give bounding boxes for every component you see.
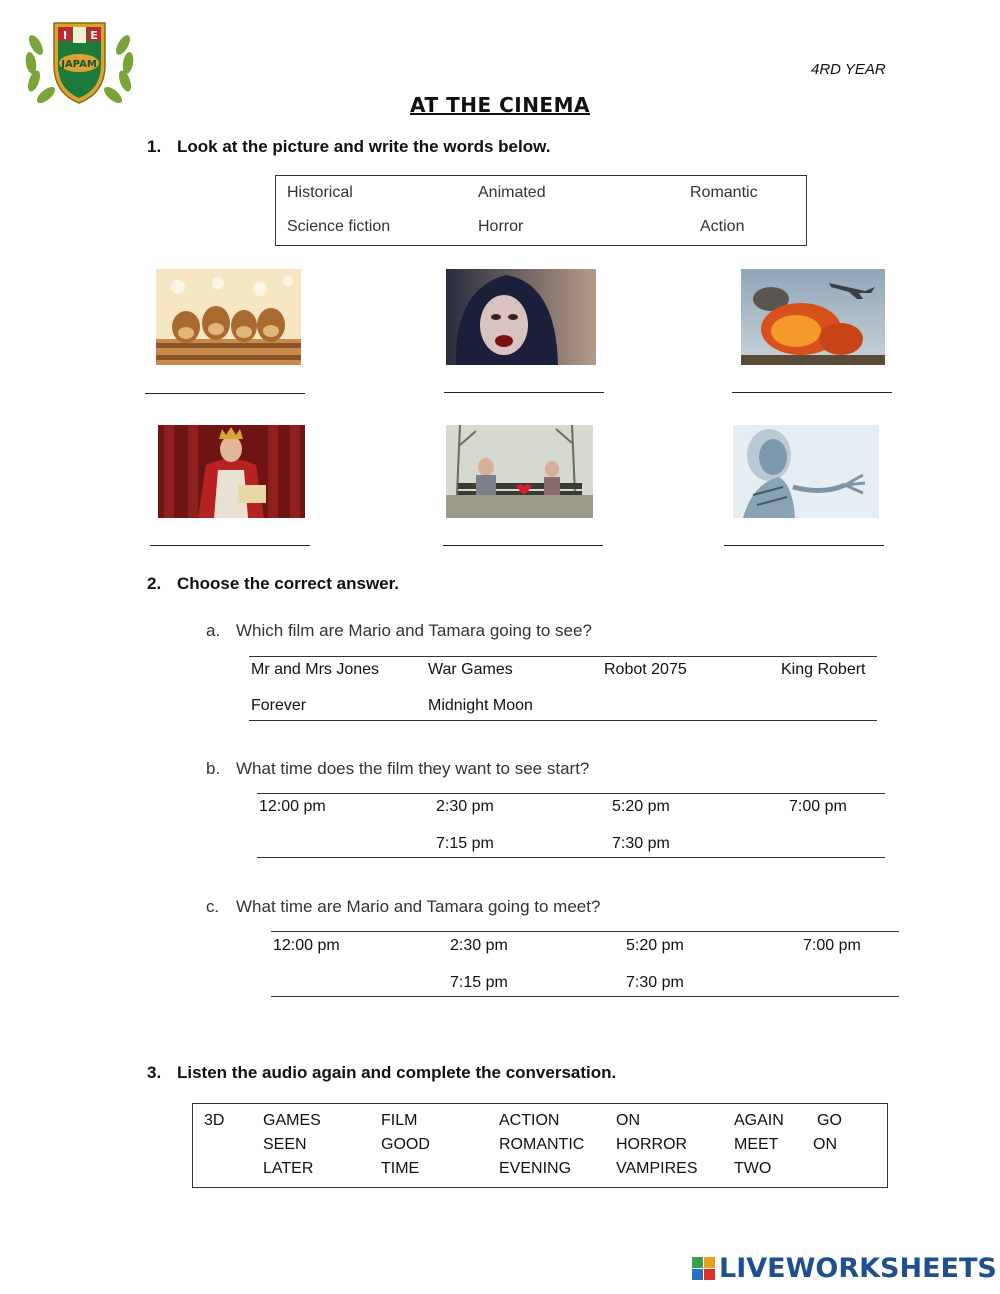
- word-bank-item: VAMPIRES: [616, 1160, 698, 1177]
- answer-line[interactable]: [150, 545, 310, 546]
- option[interactable]: Midnight Moon: [428, 697, 533, 714]
- word-bank-item: Horror: [478, 218, 524, 235]
- word-bank-item: MEET: [734, 1136, 779, 1153]
- answer-line[interactable]: [444, 392, 604, 393]
- option[interactable]: 2:30 pm: [436, 798, 494, 815]
- word-bank-item: GAMES: [263, 1112, 321, 1129]
- option[interactable]: War Games: [428, 661, 513, 678]
- question-1: [147, 137, 550, 157]
- option[interactable]: Forever: [251, 697, 307, 714]
- option[interactable]: Robot 2075: [604, 661, 687, 678]
- word-bank-item: SEEN: [263, 1136, 307, 1153]
- option[interactable]: 12:00 pm: [259, 798, 326, 815]
- word-bank-item: AGAIN: [734, 1112, 784, 1129]
- page-title: AT THE CINEMA: [410, 93, 590, 117]
- question-text: Listen the audio again and complete the conversation.: [177, 1063, 617, 1082]
- option[interactable]: 7:30 pm: [626, 974, 684, 991]
- option[interactable]: 7:00 pm: [803, 937, 861, 954]
- question-text: Choose the correct answer.: [177, 574, 400, 593]
- logo-letter-e: E: [90, 29, 98, 42]
- sub-letter: c.: [206, 897, 220, 916]
- picture-science-fiction-robot: [733, 425, 879, 518]
- word-bank-item: EVENING: [499, 1160, 572, 1177]
- option[interactable]: 7:30 pm: [612, 835, 670, 852]
- liveworksheets-brand[interactable]: LIVEWORKSHEETS: [719, 1253, 997, 1284]
- answer-line[interactable]: [732, 392, 892, 393]
- picture-animated-horses: [156, 269, 301, 365]
- word-bank-item: Action: [700, 218, 745, 235]
- word-bank-item: TIME: [381, 1160, 420, 1177]
- option[interactable]: 5:20 pm: [612, 798, 670, 815]
- word-bank-item: ON: [616, 1112, 640, 1129]
- options-2b: [257, 793, 885, 858]
- sub-letter: a.: [206, 621, 221, 640]
- question-2b: [206, 759, 589, 779]
- word-bank-item: Animated: [478, 184, 546, 201]
- option[interactable]: King Robert: [781, 661, 866, 678]
- option[interactable]: 12:00 pm: [273, 937, 340, 954]
- option[interactable]: 7:15 pm: [450, 974, 508, 991]
- question-2c: [206, 897, 600, 917]
- sub-question-text: What time does the film they want to see start?: [236, 759, 590, 778]
- picture-historical-king: [158, 425, 305, 518]
- logo-text: JAPAM: [61, 59, 97, 70]
- word-bank-item: GOOD: [381, 1136, 430, 1153]
- liveworksheets-logo-icon: [692, 1257, 716, 1281]
- word-bank-item: FILM: [381, 1112, 418, 1129]
- question-number: 3.: [147, 1063, 162, 1082]
- picture-action-explosion: [741, 269, 885, 365]
- question-number: 1.: [147, 137, 162, 156]
- word-bank-item: Romantic: [690, 184, 758, 201]
- question-number: 2.: [147, 574, 162, 593]
- question-2a: [206, 621, 592, 641]
- picture-horror-vampire: [446, 269, 596, 365]
- word-bank-3: [192, 1103, 888, 1188]
- word-bank-1: [275, 175, 807, 246]
- options-2a: [249, 656, 877, 721]
- option[interactable]: 5:20 pm: [626, 937, 684, 954]
- sub-question-text: What time are Mario and Tamara going to meet?: [236, 897, 601, 916]
- picture-romantic-bench: [446, 425, 593, 518]
- word-bank-item: 3D: [204, 1112, 225, 1129]
- word-bank-item: TWO: [734, 1160, 772, 1177]
- sub-question-text: Which film are Mario and Tamara going to see?: [236, 621, 592, 640]
- word-bank-item: LATER: [263, 1160, 314, 1177]
- option[interactable]: 7:00 pm: [789, 798, 847, 815]
- option[interactable]: 2:30 pm: [450, 937, 508, 954]
- options-2c: [271, 931, 899, 997]
- sub-letter: b.: [206, 759, 221, 778]
- word-bank-item: GO: [817, 1112, 842, 1129]
- answer-line[interactable]: [443, 545, 603, 546]
- answer-line[interactable]: [724, 545, 884, 546]
- answer-line[interactable]: [145, 393, 305, 394]
- question-3: [147, 1063, 616, 1083]
- word-bank-item: ACTION: [499, 1112, 560, 1129]
- question-2: [147, 574, 399, 594]
- word-bank-item: Historical: [287, 184, 353, 201]
- word-bank-item: ON: [813, 1136, 837, 1153]
- question-text: Look at the picture and write the words below.: [177, 137, 551, 156]
- word-bank-item: Science fiction: [287, 218, 391, 235]
- word-bank-item: HORROR: [616, 1136, 688, 1153]
- logo-letter-i: I: [62, 29, 68, 42]
- year-label: 4RD YEAR: [811, 61, 886, 78]
- word-bank-item: ROMANTIC: [499, 1136, 585, 1153]
- option[interactable]: 7:15 pm: [436, 835, 494, 852]
- option[interactable]: Mr and Mrs Jones: [251, 661, 380, 678]
